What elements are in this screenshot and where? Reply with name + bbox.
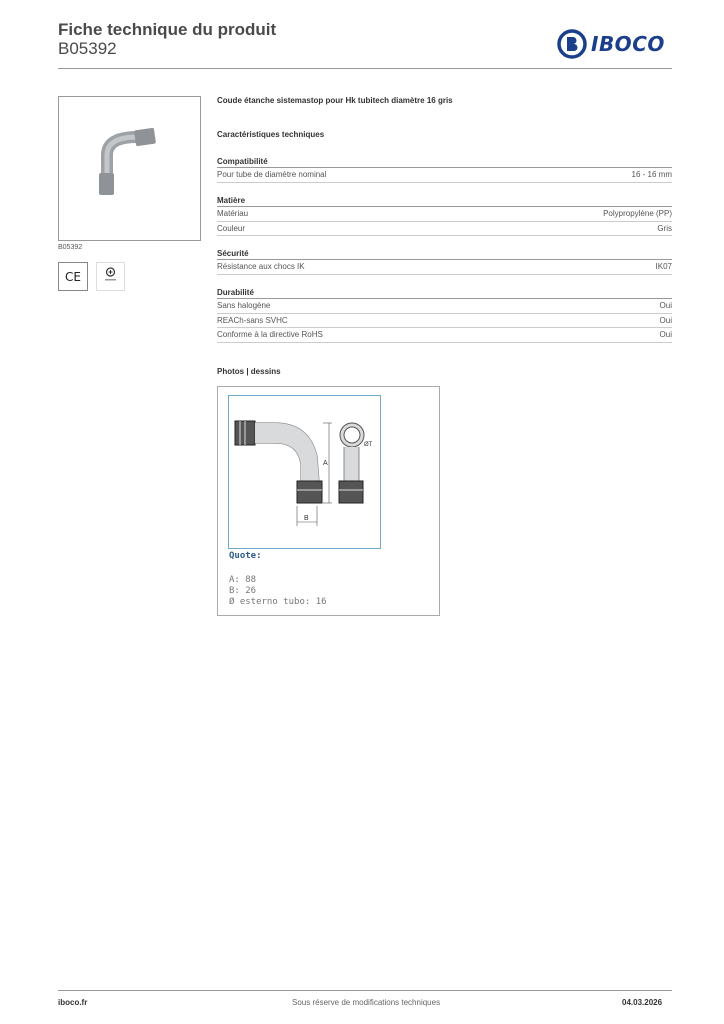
spec-label: Résistance aux chocs IK (217, 262, 305, 271)
header-divider (58, 68, 672, 69)
photos-title: Photos | dessins (217, 367, 281, 376)
dimension-diameter-label: ØT (364, 442, 373, 448)
spec-value: Oui (659, 315, 672, 325)
spec-section-durability (217, 287, 672, 343)
iboco-logo-icon (557, 29, 587, 59)
footer-notice: Sous réserve de modifications techniques (292, 998, 441, 1007)
spec-label: Pour tube de diamètre nominal (217, 170, 327, 179)
section-title: Compatibilité (217, 156, 672, 168)
quote-values (229, 575, 327, 608)
spec-row (217, 222, 672, 237)
brand-logo (557, 28, 675, 60)
spec-row (217, 314, 672, 329)
spec-value: Polypropylène (PP) (603, 209, 672, 218)
elbow-image (59, 97, 200, 240)
elbow-drawing (229, 396, 380, 548)
technical-drawing (217, 386, 440, 616)
spec-row (217, 168, 672, 183)
certification-icon (96, 262, 125, 291)
spec-value: Oui (659, 301, 672, 310)
quote-diameter: Ø esterno tubo: 16 (229, 597, 327, 607)
dimension-a-label: A (323, 460, 328, 467)
spec-row (217, 299, 672, 314)
spec-value: Oui (659, 330, 672, 339)
drawing-panel (228, 395, 381, 549)
spec-label: Couleur (217, 223, 246, 233)
footer-date: 04.03.2026 (622, 998, 663, 1007)
photo-caption: B05392 (58, 244, 83, 251)
section-title: Durabilité (217, 287, 672, 299)
page-title: Fiche technique du produit (58, 20, 277, 39)
spec-label: REACh-sans SVHC (217, 315, 288, 325)
quote-label: Quote: (229, 551, 262, 561)
product-description: Coude étanche sistemastop pour Hk tubitech diamètre 16 gris (217, 96, 453, 105)
ce-mark-icon: CE (58, 262, 88, 291)
spec-section-compatibility (217, 156, 672, 183)
dimension-b-label: B (304, 515, 309, 522)
footer-website: iboco.fr (58, 998, 88, 1007)
spec-label: Conforme à la directive RoHS (217, 330, 323, 339)
spec-row (217, 207, 672, 222)
specs-title: Caractéristiques techniques (217, 130, 325, 139)
spec-row (217, 328, 672, 343)
spec-row (217, 260, 672, 275)
section-title: Sécurité (217, 248, 672, 260)
logo-wordmark: IBOCO (591, 32, 665, 56)
spec-label: Sans halogène (217, 301, 271, 310)
quote-a: A: 88 (229, 575, 257, 585)
footer-divider (58, 990, 672, 991)
spec-value: Gris (657, 223, 672, 233)
quote-b: B: 26 (229, 586, 257, 596)
product-photo (58, 96, 201, 241)
section-title: Matière (217, 195, 672, 207)
spec-section-safety (217, 248, 672, 275)
spec-section-material (217, 195, 672, 236)
product-code: B05392 (58, 39, 117, 58)
spec-label: Matériau (217, 209, 249, 218)
spec-value: 16 - 16 mm (631, 170, 672, 179)
spec-value: IK07 (655, 262, 672, 271)
